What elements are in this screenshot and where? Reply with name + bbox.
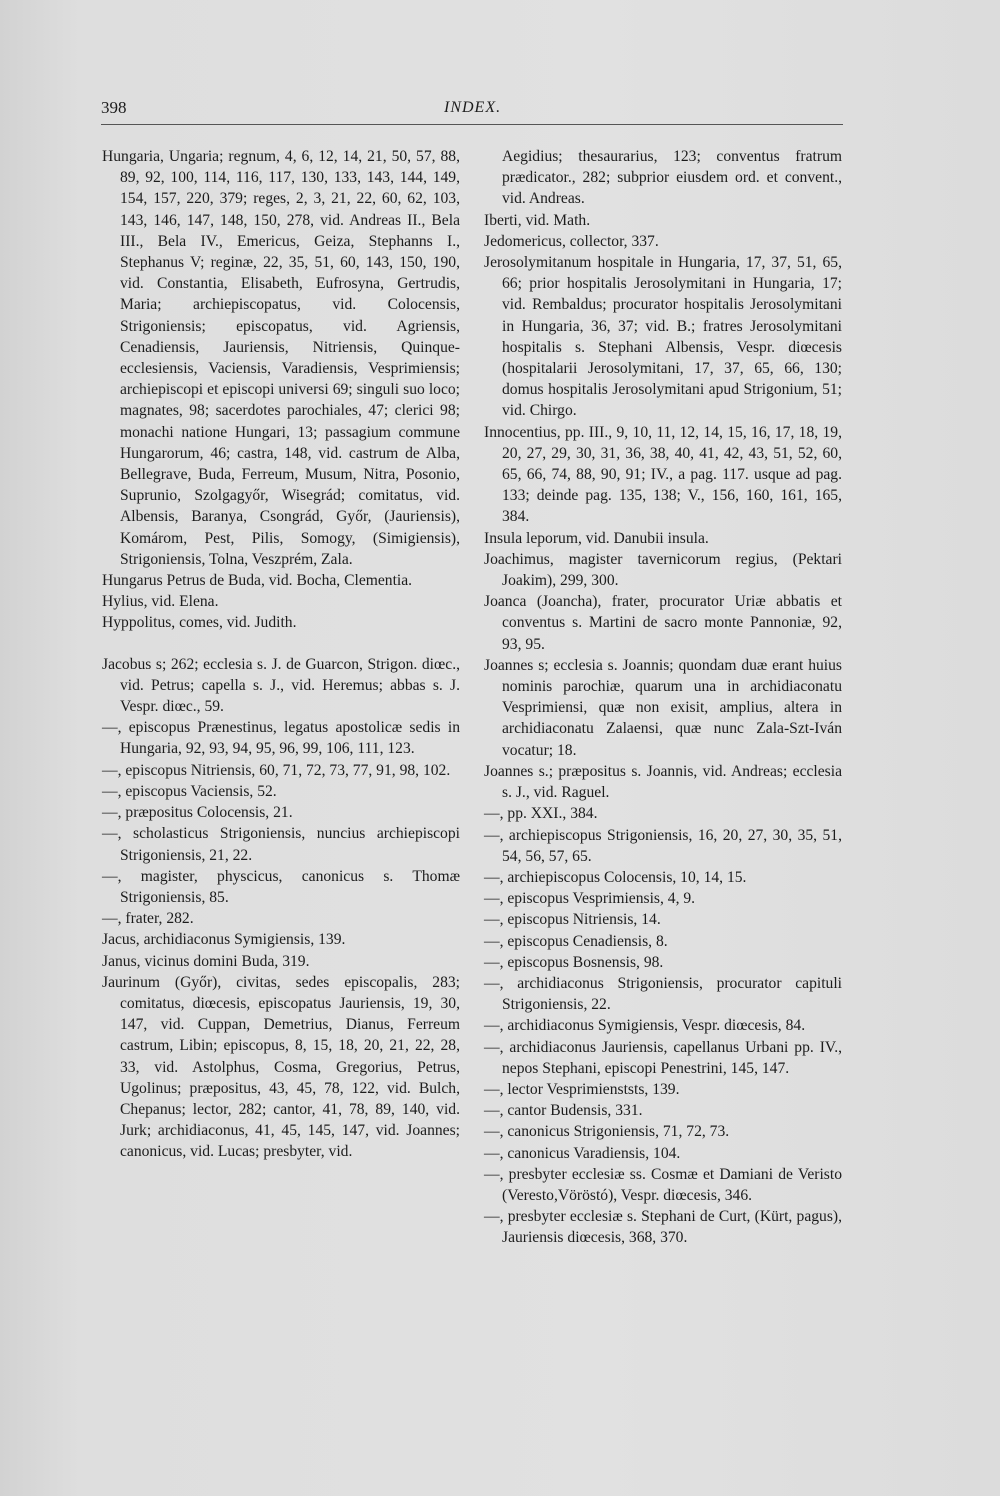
index-entry: Hylius, vid. Elena. bbox=[102, 593, 219, 611]
running-head: INDEX. bbox=[444, 99, 502, 116]
index-entry: —, lector Vesprimienststs, 139. bbox=[484, 1080, 680, 1098]
index-entry: —, cantor Budensis, 331. bbox=[484, 1102, 643, 1120]
index-entry: Hungaria, Ungaria; regnum, 4, 6, 12, 14, 21, 50, 57, 88, 89, 92, 100, 114, 116, 117, 130, 133, 143, 144, 149, 154, 157, 220, 379; reges, 2, 3, 21, 22, 60, 62, 103, 143, 146, 147, 148, 150, 278, vid. Andreas II., Bela III., Bela IV., Emericus, Geiza, Stephanns I., Stephanus V; reginæ, 22, 35, 51, 60, 143, 150, 190, vid. Constantia, Elisabeth, Eufrosyna, Gertrudis, Maria; archiepiscopatus, vid. Colocensis, Strigoniensis; episcopatus, vid. Agriensis, Cenadiensis, Jauriensis, Nitriensis, Quinque-ecclesiensis, Vaciensis, Varadiensis, Vesprimiensis; archiepiscopi et episcopi universi 69; singuli suo loco; magnates, 98; sacerdotes parochiales, 47; clerici 98; monachi natione Hungari, 13; passagium commune Hungarorum, 46; castra, 148, vid. castrum de Alba, Bellegrave, Buda, Ferreum, Musum, Nitra, Posonio, Suprunio, Szolgagyőr, Wisegrád; comitatus, vid. Albensis, Baranya, Csongrád, Győr, (Jauriensis), Komárom, Pest, Pilis, Somogy, (Simigiensis), Strigoniensis, Tolna, Veszprém, Zala. bbox=[102, 148, 460, 568]
index-entry: Innocentius, pp. III., 9, 10, 11, 12, 14, 15, 16, 17, 18, 19, 20, 27, 29, 30, 31, 36, 38, 40, 41, 42, 43, 51, 52, 60, 65, 66, 74, 88, 90, 91; IV., a pag. 117. usque ad pag. 133; deinde pag. 135, 138; V., 156, 160, 161, 165, 384. bbox=[484, 423, 842, 526]
index-entry: —, canonicus Strigoniensis, 71, 72, 73. bbox=[484, 1123, 730, 1141]
index-entry: Jacobus s; 262; ecclesia s. J. de Guarcon, Strigon. diœc., vid. Petrus; capella s. J., vid. Heremus; abbas s. J. Vespr. diœc., 59. bbox=[102, 655, 460, 716]
index-entry-continued: Aegidius; thesaurarius, 123; conventus fratrum prædicator., 282; subprior eiusdem ord. et convent., vid. Andreas. bbox=[502, 148, 842, 208]
index-entry: —, episcopus Vesprimiensis, 4, 9. bbox=[484, 890, 696, 908]
index-entry: —, presbyter ecclesiæ ss. Cosmæ et Damiani de Veristo (Veresto,Vöröstó), Vespr. diœcesis, 346. bbox=[484, 1165, 842, 1204]
index-entry: Hungarus Petrus de Buda, vid. Bocha, Clementia. bbox=[102, 572, 413, 590]
index-entry: —, episcopus Vaciensis, 52. bbox=[102, 782, 277, 800]
index-entry: —, præpositus Colocensis, 21. bbox=[102, 804, 293, 822]
index-entry: Insula leporum, vid. Danubii insula. bbox=[484, 529, 709, 547]
index-entry: —, episcopus Prænestinus, legatus apostolicæ sedis in Hungaria, 92, 93, 94, 95, 96, 99, 106, 111, 123. bbox=[102, 719, 460, 758]
index-entry: —, presbyter ecclesiæ s. Stephani de Curt, (Kürt, pagus), Jauriensis diœcesis, 368, 370. bbox=[484, 1208, 842, 1247]
index-entry: Joachimus, magister tavernicorum regius, (Pektari Joakim), 299, 300. bbox=[484, 550, 842, 590]
index-entry: Joannes s.; præpositus s. Joannis, vid. Andreas; ecclesia s. J., vid. Raguel. bbox=[484, 762, 842, 802]
index-entry: —, archiepiscopus Colocensis, 10, 14, 15. bbox=[484, 868, 747, 886]
right-column bbox=[484, 146, 842, 1249]
index-entry: Jedomericus, collector, 337. bbox=[484, 232, 659, 250]
index-entry: Iberti, vid. Math. bbox=[484, 211, 591, 229]
index-entry: —, frater, 282. bbox=[102, 910, 194, 928]
index-entry: —, episcopus Bosnensis, 98. bbox=[484, 953, 664, 971]
section-gap bbox=[102, 634, 460, 654]
index-entry: Jacus, archidiaconus Symigiensis, 139. bbox=[102, 931, 346, 949]
index-entry: —, episcopus Nitriensis, 14. bbox=[484, 911, 661, 929]
page-number: 398 bbox=[101, 98, 127, 117]
left-column bbox=[102, 146, 460, 1163]
index-entry: —, episcopus Nitriensis, 60, 71, 72, 73, 77, 91, 98, 102. bbox=[102, 761, 451, 779]
index-entry: —, archidiaconus Symigiensis, Vespr. diœcesis, 84. bbox=[484, 1017, 806, 1035]
index-entry: —, scholasticus Strigoniensis, nuncius archiepiscopi Strigoniensis, 21, 22. bbox=[102, 825, 460, 864]
header-rule bbox=[101, 124, 843, 125]
index-entry: —, pp. XXI., 384. bbox=[484, 805, 598, 823]
index-entry: —, canonicus Varadiensis, 104. bbox=[484, 1144, 681, 1162]
index-entry: Hyppolitus, comes, vid. Judith. bbox=[102, 614, 297, 632]
index-entry: Jerosolymitanum hospitale in Hungaria, 17, 37, 51, 65, 66; prior hospitalis Jerosolymitani in Hungaria, 17; vid. Rembaldus; procurator hospitalis Jerosolymitani in Hungaria, 36, 37; vid. B.; fratres Jerosolymitani hospitalis s. Stephani Albensis, Vespr. diœcesis (hospitalarii Jerosolymitani, 17, 37, 65, 66, 130; domus hospitalis Jerosolymitani apud Strigonium, 51; vid. Chirgo. bbox=[484, 254, 842, 420]
index-entry: —, archiepiscopus Strigoniensis, 16, 20, 27, 30, 35, 51, 54, 56, 57, 65. bbox=[484, 826, 842, 865]
index-entry: Joanca (Joancha), frater, procurator Uriæ abbatis et conventus s. Martini de sacro monte Pannoniæ, 92, 93, 95. bbox=[484, 593, 842, 653]
index-entry: Janus, vicinus domini Buda, 319. bbox=[102, 952, 310, 970]
index-entry: —, magister, physcicus, canonicus s. Thomæ Strigoniensis, 85. bbox=[102, 867, 460, 906]
index-entry: —, episcopus Cenadiensis, 8. bbox=[484, 932, 668, 950]
index-entry: Jaurinum (Győr), civitas, sedes episcopalis, 283; comitatus, diœcesis, episcopatus Jauriensis, 19, 30, 147, vid. Cuppan, Demetrius, Dianus, Ferreum castrum, Libin; episcopus, 8, 15, 18, 20, 21, 22, 28, 33, vid. Astolphus, Cosma, Gregorius, Petrus, Ugolinus; præpositus, 43, 45, 78, 122, vid. Bulch, Chepanus; lector, 282; cantor, 41, 78, 89, 140, vid. Jurk; archidiaconus, 41, 45, 145, 147, vid. Joannes; canonicus, vid. Lucas; presbyter, vid. bbox=[102, 973, 460, 1161]
index-entry: Joannes s; ecclesia s. Joannis; quondam duæ erant huius nominis parochiæ, quarum una in archidiaconatu Vesprimiensi, quæ non exisit, amplius, altera in archidiaconatu Zalaensi, quæ nunc Zala-Szt-Iván vocatur; 18. bbox=[484, 656, 842, 759]
index-entry: —, archidiaconus Strigoniensis, procurator capituli Strigoniensis, 22. bbox=[484, 974, 842, 1014]
index-entry: —, archidiaconus Jauriensis, capellanus Urbani pp. IV., nepos Stephani, episcopi Penestrini, 145, 147. bbox=[484, 1038, 842, 1077]
